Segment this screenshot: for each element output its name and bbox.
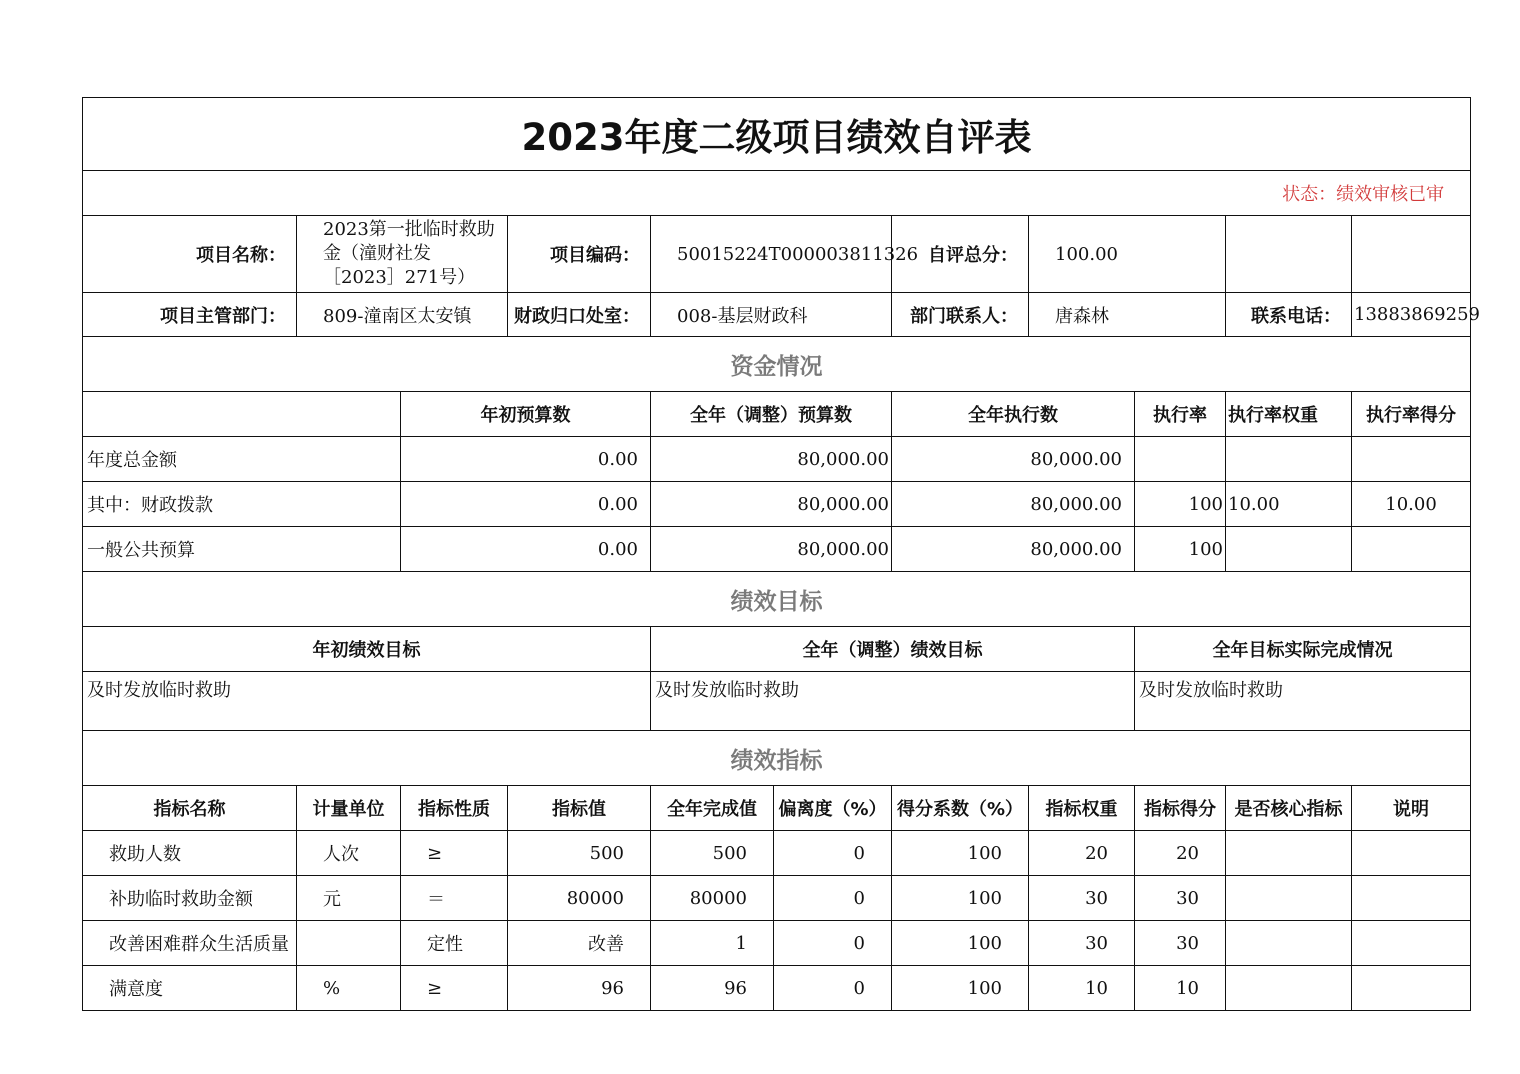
funds-initial: 0.00 — [401, 437, 651, 482]
status-badge: 状态：绩效审核已审 — [83, 171, 1471, 216]
finance-label: 财政归口处室： — [508, 293, 651, 337]
goals-header: 全年目标实际完成情况 — [1135, 627, 1471, 672]
indicator-header: 指标权重 — [1029, 786, 1135, 831]
indicator-done: 500 — [651, 831, 774, 876]
funds-header: 执行率 — [1135, 392, 1226, 437]
indicator-weight: 10 — [1029, 966, 1135, 1011]
project-code-label: 项目编码： — [508, 216, 651, 293]
indicator-name: 补助临时救助金额 — [83, 876, 297, 921]
indicator-nature: ≥ — [401, 831, 508, 876]
score-label: 自评总分： — [892, 216, 1029, 293]
funds-rate: 100 — [1135, 482, 1226, 527]
funds-rate — [1135, 437, 1226, 482]
indicator-header: 说明 — [1352, 786, 1471, 831]
page-title: 2023年度二级项目绩效自评表 — [83, 98, 1471, 171]
indicator-value: 500 — [508, 831, 651, 876]
goals-header: 全年（调整）绩效目标 — [651, 627, 1135, 672]
indicator-name: 满意度 — [83, 966, 297, 1011]
indicator-header: 指标得分 — [1135, 786, 1226, 831]
indicator-coef: 100 — [892, 876, 1029, 921]
contact-value: 唐森林 — [1029, 293, 1226, 337]
indicator-core — [1226, 831, 1352, 876]
indicator-deviation: 0 — [774, 831, 892, 876]
indicator-value: 96 — [508, 966, 651, 1011]
funds-adjusted: 80,000.00 — [651, 437, 892, 482]
empty-cell — [1226, 216, 1352, 293]
project-code-value: 50015224T000003811326 — [651, 216, 892, 293]
table-row — [83, 482, 1471, 527]
indicator-score: 20 — [1135, 831, 1226, 876]
funds-header: 执行率权重 — [1226, 392, 1352, 437]
phone-label: 联系电话： — [1226, 293, 1352, 337]
funds-header: 年初预算数 — [401, 392, 651, 437]
goals-header: 年初绩效目标 — [83, 627, 651, 672]
indicator-done: 80000 — [651, 876, 774, 921]
table-row — [83, 527, 1471, 572]
empty-cell — [83, 392, 401, 437]
goals-header-row — [83, 627, 1471, 672]
funds-executed: 80,000.00 — [892, 437, 1135, 482]
funds-header: 执行率得分 — [1352, 392, 1471, 437]
indicator-header: 是否核心指标 — [1226, 786, 1352, 831]
funds-initial: 0.00 — [401, 527, 651, 572]
funds-score — [1352, 437, 1471, 482]
project-name-label: 项目名称： — [83, 216, 297, 293]
indicator-core — [1226, 966, 1352, 1011]
funds-weight — [1226, 437, 1352, 482]
funds-row-name: 一般公共预算 — [83, 527, 401, 572]
indicator-done: 96 — [651, 966, 774, 1011]
indicator-done: 1 — [651, 921, 774, 966]
indicator-nature: ＝ — [401, 876, 508, 921]
goals-section-title: 绩效目标 — [83, 572, 1471, 627]
indicator-score: 30 — [1135, 876, 1226, 921]
indicator-core — [1226, 921, 1352, 966]
indicator-value: 80000 — [508, 876, 651, 921]
goals-row — [83, 672, 1471, 731]
indicator-header: 偏离度（%） — [774, 786, 892, 831]
indicator-unit — [297, 921, 401, 966]
indicator-deviation: 0 — [774, 966, 892, 1011]
funds-header: 全年（调整）预算数 — [651, 392, 892, 437]
indicator-deviation: 0 — [774, 876, 892, 921]
indicator-coef: 100 — [892, 966, 1029, 1011]
score-value: 100.00 — [1029, 216, 1226, 293]
funds-rate: 100 — [1135, 527, 1226, 572]
info-row-1 — [83, 216, 1471, 293]
funds-row-name: 年度总金额 — [83, 437, 401, 482]
table-row — [83, 966, 1471, 1011]
indicator-weight: 20 — [1029, 831, 1135, 876]
dept-value: 809-潼南区太安镇 — [297, 293, 508, 337]
indicator-name: 改善困难群众生活质量 — [83, 921, 297, 966]
indicators-header-row — [83, 786, 1471, 831]
performance-table — [82, 97, 1480, 1011]
indicator-header: 指标名称 — [83, 786, 297, 831]
table-row — [83, 437, 1471, 482]
indicator-header: 指标值 — [508, 786, 651, 831]
indicator-nature: ≥ — [401, 966, 508, 1011]
funds-weight — [1226, 527, 1352, 572]
indicator-unit: 人次 — [297, 831, 401, 876]
empty-cell — [1352, 216, 1471, 293]
funds-executed: 80,000.00 — [892, 482, 1135, 527]
indicator-deviation: 0 — [774, 921, 892, 966]
indicator-note — [1352, 876, 1471, 921]
indicator-header: 得分系数（%） — [892, 786, 1029, 831]
table-row — [83, 876, 1471, 921]
indicator-nature: 定性 — [401, 921, 508, 966]
dept-label: 项目主管部门： — [83, 293, 297, 337]
goal-initial: 及时发放临时救助 — [83, 672, 651, 731]
indicator-weight: 30 — [1029, 921, 1135, 966]
phone-value: 13883869259 — [1352, 293, 1471, 337]
finance-value: 008-基层财政科 — [651, 293, 892, 337]
funds-header: 全年执行数 — [892, 392, 1135, 437]
table-row — [83, 831, 1471, 876]
goal-adjusted: 及时发放临时救助 — [651, 672, 1135, 731]
indicator-header: 计量单位 — [297, 786, 401, 831]
indicator-unit: % — [297, 966, 401, 1011]
project-name-value: 2023第一批临时救助金（潼财社发［2023］271号） — [297, 216, 508, 293]
indicators-section-title: 绩效指标 — [83, 731, 1471, 786]
funds-row-name: 其中：财政拨款 — [83, 482, 401, 527]
indicator-note — [1352, 966, 1471, 1011]
funds-adjusted: 80,000.00 — [651, 482, 892, 527]
indicator-header: 指标性质 — [401, 786, 508, 831]
funds-score: 10.00 — [1352, 482, 1471, 527]
contact-label: 部门联系人： — [892, 293, 1029, 337]
indicator-score: 30 — [1135, 921, 1226, 966]
funds-section-title: 资金情况 — [83, 337, 1471, 392]
indicator-coef: 100 — [892, 831, 1029, 876]
indicator-score: 10 — [1135, 966, 1226, 1011]
indicator-weight: 30 — [1029, 876, 1135, 921]
funds-executed: 80,000.00 — [892, 527, 1135, 572]
funds-header-row — [83, 392, 1471, 437]
indicator-coef: 100 — [892, 921, 1029, 966]
info-row-2 — [83, 293, 1471, 337]
funds-weight: 10.00 — [1226, 482, 1352, 527]
indicator-note — [1352, 831, 1471, 876]
table-row — [83, 921, 1471, 966]
funds-initial: 0.00 — [401, 482, 651, 527]
funds-score — [1352, 527, 1471, 572]
indicator-value: 改善 — [508, 921, 651, 966]
indicator-header: 全年完成值 — [651, 786, 774, 831]
indicator-note — [1352, 921, 1471, 966]
goal-actual: 及时发放临时救助 — [1135, 672, 1471, 731]
indicator-unit: 元 — [297, 876, 401, 921]
indicator-name: 救助人数 — [83, 831, 297, 876]
indicator-core — [1226, 876, 1352, 921]
funds-adjusted: 80,000.00 — [651, 527, 892, 572]
